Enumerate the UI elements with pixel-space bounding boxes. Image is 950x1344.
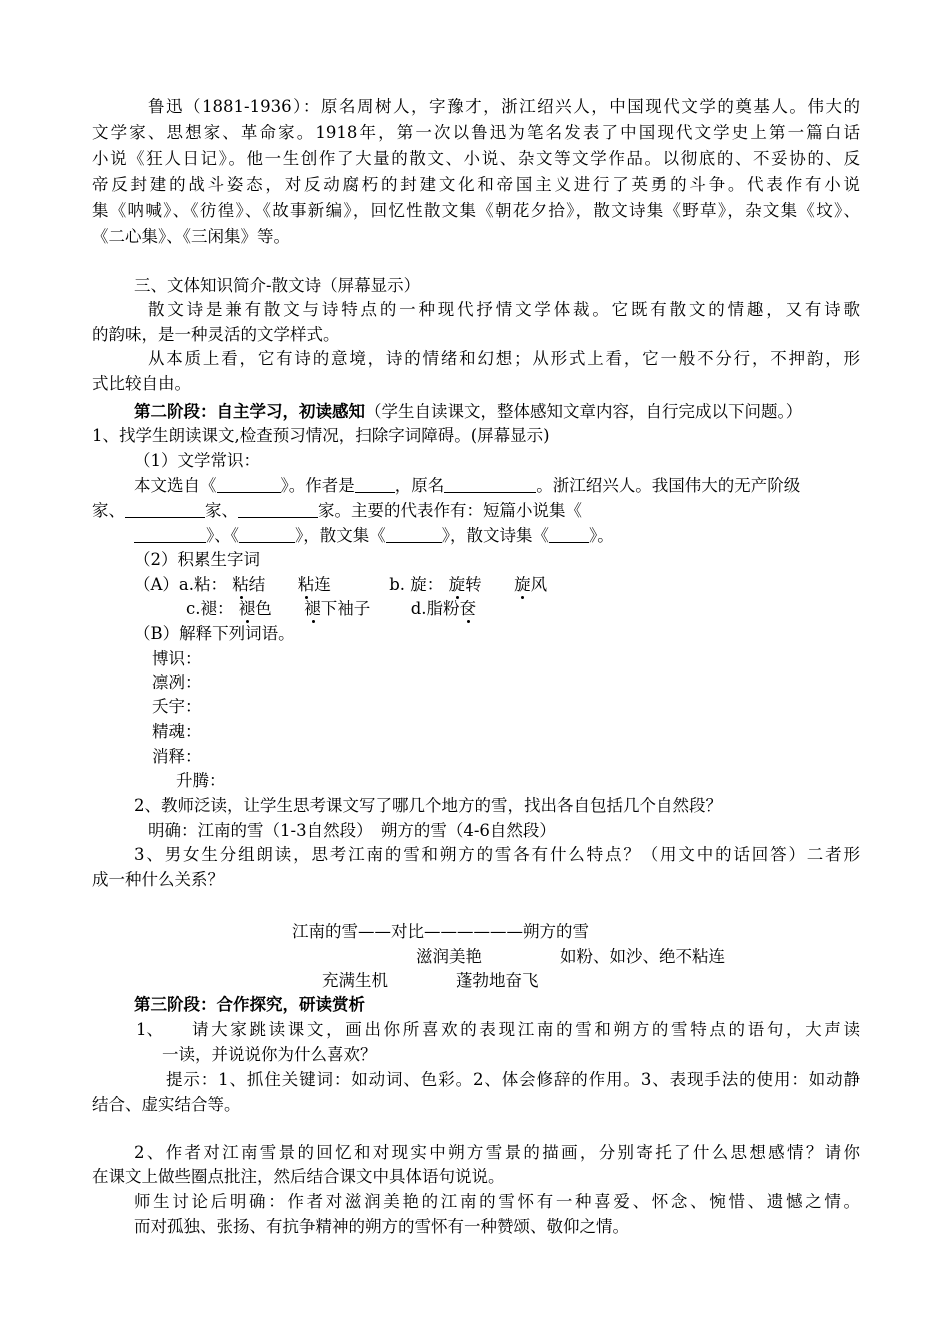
genre-p2-line-2: 式比较自由。 xyxy=(92,374,191,393)
stage3-q2-line-1: 2、作者对江南雪景的回忆和对现实中朔方雪景的描画，分别寄托了什么思想感情？请你 xyxy=(134,1143,860,1162)
stage3-answer-line-1: 师生讨论后明确：作者对滋润美艳的江南的雪怀有一种喜爱、怀念、惋惜、遗憾之情。 xyxy=(134,1192,860,1211)
stage3-q1-line-2: 一读，并说说你为什么喜欢？ xyxy=(162,1045,377,1064)
bio-line-1: 鲁迅（1881-1936）：原名周树人，字豫才，浙江绍兴人，中国现代文学的奠基人。伟大的 xyxy=(148,97,860,116)
blank-essay-collection xyxy=(386,524,442,543)
dotted-char: 奁 xyxy=(459,599,477,618)
fill-text: 。浙江绍兴人。我国伟大的无产阶级 xyxy=(536,476,801,495)
vocab-line-a xyxy=(134,573,547,597)
blank-story-collection-1 xyxy=(134,524,206,543)
vocab-label-c: c.褪： xyxy=(186,599,234,618)
explain-word: 博识： xyxy=(152,649,202,668)
blank-author xyxy=(355,474,395,493)
fill-blank-line-3 xyxy=(134,524,614,548)
fill-text: ，原名 xyxy=(394,476,445,495)
fill-text: 家、 xyxy=(205,501,238,520)
stage2-title: 第二阶段：自主学习，初读感知 xyxy=(134,402,365,421)
stage2-heading-line xyxy=(134,400,802,424)
fill-text: 本文选自《 xyxy=(134,476,217,495)
fill-text: 》，散文集《 xyxy=(295,526,386,545)
fill-text: 》。 xyxy=(589,526,614,545)
genre-p1-line-2: 的韵味，是一种灵活的文学样式。 xyxy=(92,325,340,344)
dotted-char: 褪 xyxy=(304,599,321,618)
dotted-char: 粘 xyxy=(232,575,249,594)
stage2-item-1: 1、找学生朗读课文,检查预习情况，扫除字词障碍。(屏幕显示) xyxy=(92,426,550,445)
word-rest: 风 xyxy=(530,575,548,594)
vocab-label-b: b. 旋： xyxy=(389,575,444,594)
word-rest: 结 xyxy=(248,575,266,594)
north-snow-trait-1: 如粉、如沙、绝不粘连 xyxy=(560,947,725,966)
vocab-word xyxy=(298,575,331,594)
genre-heading: 三、文体知识简介-散文诗（屏幕显示） xyxy=(134,276,421,295)
blank-story-collection-2 xyxy=(239,524,295,543)
genre-p2-line-1: 从本质上看，它有诗的意境，诗的情绪和幻想；从形式上看，它一般不分行，不押韵，形 xyxy=(148,349,860,368)
genre-p1-line-1: 散文诗是兼有散文与诗特点的一种现代抒情文学体裁。它既有散文的情趣，又有诗歌 xyxy=(148,300,860,319)
vocab-word xyxy=(239,599,272,618)
stage3-q2-line-2: 在课文上做些圈点批注，然后结合课文中具体语句说说。 xyxy=(92,1167,505,1186)
vocab-word xyxy=(232,575,265,594)
blank-source xyxy=(217,474,281,493)
dotted-char: 褪 xyxy=(238,599,256,618)
explain-word: 夭宇： xyxy=(152,697,202,716)
north-snow-trait-2: 蓬勃地奋飞 xyxy=(456,971,539,990)
fill-text: 》。作者是 xyxy=(280,476,355,495)
fill-text: 》、《 xyxy=(206,526,239,545)
stage3-tip-line-2: 结合、虚实结合等。 xyxy=(92,1095,241,1114)
vocab-word xyxy=(514,575,547,594)
fill-text: 家。主要的代表作有：短篇小说集《 xyxy=(318,501,582,520)
explain-words-heading: （B）解释下列词语。 xyxy=(134,624,295,643)
bio-line-6: 《二心集》、《三闲集》等。 xyxy=(92,227,290,246)
word-rest: 色 xyxy=(255,599,272,618)
explain-word: 消释： xyxy=(152,747,202,766)
bio-line-5: 集《呐喊》、《彷徨》、《故事新编》，回忆性散文集《朝花夕拾》，散文诗集《野草》，杂文集《坟》、 xyxy=(92,201,860,220)
vocab-line-c xyxy=(186,597,476,621)
stage2-item-3-line-2: 成一种什么关系？ xyxy=(92,870,224,889)
stage3-q1-number: 1、 xyxy=(136,1020,163,1039)
south-snow-trait-2: 充满生机 xyxy=(322,971,388,990)
word-rest: 转 xyxy=(465,575,482,594)
stage3-q1-line-1: 请大家跳读课文，画出你所喜欢的表现江南的雪和朔方的雪特点的语句，大声读 xyxy=(192,1020,860,1039)
bio-line-4: 帝反封建的战斗姿态，对反动腐朽的封建文化和帝国主义进行了英勇的斗争。代表作有小说 xyxy=(92,175,860,194)
explain-word: 凛冽： xyxy=(152,673,202,692)
literary-knowledge-heading: （1）文学常识： xyxy=(134,451,260,470)
vocab-label-a: （A）a.粘： xyxy=(134,575,227,594)
dotted-char: 旋 xyxy=(514,575,531,594)
vocabulary-heading: （2）积累生字词 xyxy=(134,550,260,569)
word-rest: 下袖子 xyxy=(320,599,371,618)
stage2-item-2: 2、教师泛读，让学生思考课文写了哪几个地方的雪，找出各自包括几个自然段？ xyxy=(134,796,722,815)
word-rest: 连 xyxy=(314,575,331,594)
blank-identity-2 xyxy=(125,499,205,518)
comparison-line: 江南的雪——对比——————朔方的雪 xyxy=(292,922,589,941)
stage2-answer-2: 明确：江南的雪（1-3自然段） 朔方的雪（4-6自然段） xyxy=(148,821,556,840)
vocab-label-d: d.脂粉 xyxy=(410,599,460,618)
stage3-tip-line-1: 提示：1、抓住关键词：如动词、色彩。2、体会修辞的作用。3、表现手法的使用：如动静 xyxy=(166,1070,860,1089)
stage2-note: （学生自读课文，整体感知文章内容，自行完成以下问题。） xyxy=(365,402,803,421)
fill-blank-line-2 xyxy=(92,499,582,523)
bio-line-3: 小说《狂人日记》。他一生创作了大量的散文、小说、杂文等文学作品。以彻底的、不妥协的、反 xyxy=(92,149,860,168)
stage3-heading: 第三阶段：合作探究，研读赏析 xyxy=(134,995,365,1014)
dotted-char: 粘 xyxy=(297,575,315,594)
stage2-item-3-line-1: 3、男女生分组朗读，思考江南的雪和朔方的雪各有什么特点？（用文中的话回答）二者形 xyxy=(134,845,860,864)
explain-word: 升腾： xyxy=(176,771,226,790)
fill-blank-line-1 xyxy=(134,474,800,498)
bio-line-2: 文学家、思想家、革命家。1918年，第一次以鲁迅为笔名发表了中国现代文学史上第一篇白话 xyxy=(92,123,860,142)
vocab-word xyxy=(449,575,482,594)
blank-identity-3 xyxy=(238,499,318,518)
vocab-word xyxy=(304,599,370,618)
dotted-char: 旋 xyxy=(448,575,466,594)
south-snow-trait-1: 滋润美艳 xyxy=(416,947,482,966)
fill-text: 家、 xyxy=(92,501,125,520)
blank-prose-poem-collection xyxy=(549,524,589,543)
fill-text: 》，散文诗集《 xyxy=(441,526,549,545)
explain-word: 精魂： xyxy=(152,722,202,741)
stage3-answer-line-2: 而对孤独、张扬、有抗争精神的朔方的雪怀有一种赞颂、敬仰之情。 xyxy=(134,1217,629,1236)
blank-original-name xyxy=(444,474,536,493)
